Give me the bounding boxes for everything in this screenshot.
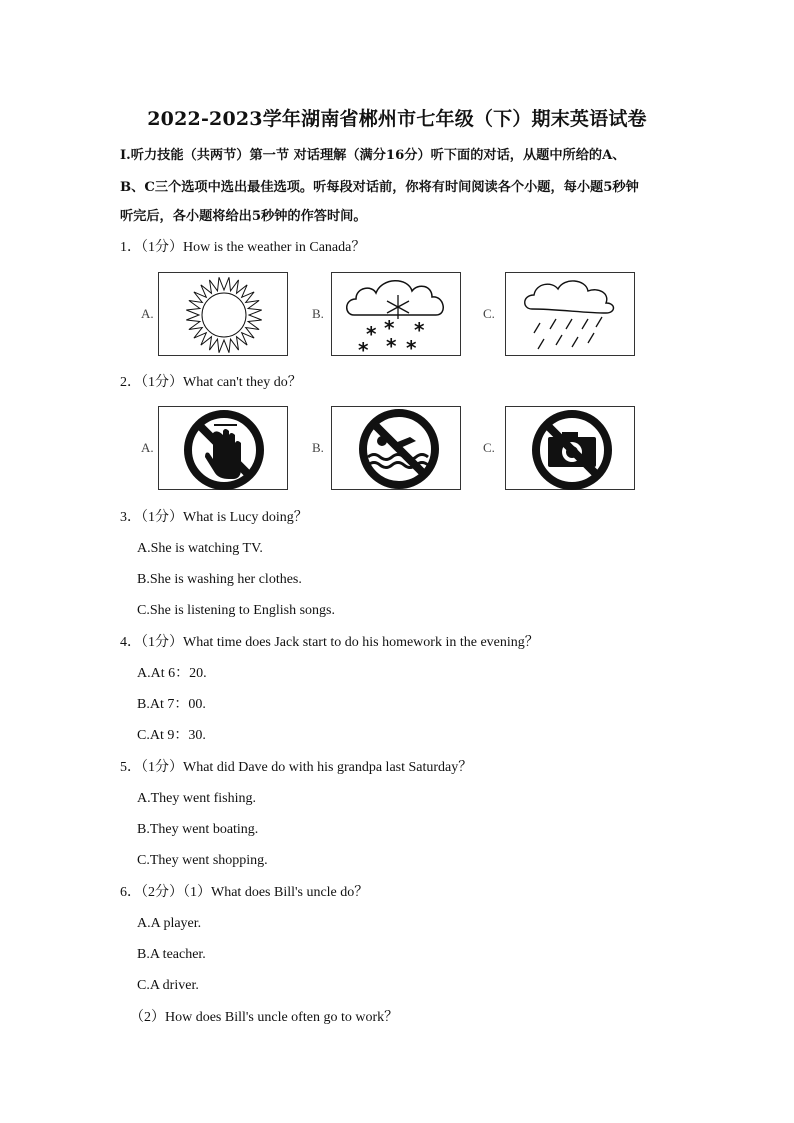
question-5: 5．（1分）What did Dave do with his grandpa last Saturday？ bbox=[120, 760, 473, 775]
svg-text:*: * bbox=[366, 322, 377, 346]
question-2: 2．（1分）What can't they do？ bbox=[120, 375, 302, 390]
q5-option-c[interactable]: C.They went shopping. bbox=[137, 853, 268, 868]
svg-text:*: * bbox=[414, 318, 425, 342]
q4-option-b[interactable]: B.At 7：00. bbox=[137, 697, 206, 712]
no-touch-icon bbox=[159, 407, 289, 491]
sun-rays bbox=[186, 277, 261, 352]
svg-text:*: * bbox=[358, 338, 369, 357]
instruction-line-3: 听完后，各小题将给出5秒钟的作答时间。 bbox=[120, 209, 367, 224]
question-3: 3．（1分）What is Lucy doing？ bbox=[120, 510, 308, 525]
question-6-sub-2: （2）How does Bill's uncle often go to work？ bbox=[130, 1010, 399, 1025]
q1-option-b-label: B. bbox=[312, 306, 324, 321]
sun-icon bbox=[159, 273, 289, 357]
page-title: 2022-2023学年湖南省郴州市七年级（下）期末英语试卷 bbox=[147, 108, 647, 130]
q2-option-b-image[interactable] bbox=[331, 406, 461, 490]
q2-option-c-label: C. bbox=[483, 440, 495, 455]
instruction-line-1: Ⅰ.听力技能（共两节）第一节 对话理解（满分16分）听下面的对话，从题中所给的A、 bbox=[120, 148, 626, 163]
q3-option-b[interactable]: B.She is washing her clothes. bbox=[137, 572, 302, 587]
q1-option-c-image[interactable] bbox=[505, 272, 635, 356]
q4-option-a[interactable]: A.At 6：20. bbox=[137, 666, 207, 681]
snow-cloud-icon bbox=[332, 273, 462, 357]
question-4: 4．（1分）What time does Jack start to do his homework in the evening？ bbox=[120, 635, 539, 650]
rain-cloud-icon bbox=[506, 273, 636, 357]
q1-option-c-label: C. bbox=[483, 306, 495, 321]
no-photo-icon bbox=[506, 407, 636, 491]
q2-option-a-image[interactable] bbox=[158, 406, 288, 490]
q6-option-b[interactable]: B.A teacher. bbox=[137, 947, 206, 962]
svg-text:*: * bbox=[386, 334, 397, 357]
q3-option-c[interactable]: C.She is listening to English songs. bbox=[137, 603, 335, 618]
no-swimming-icon bbox=[332, 407, 462, 491]
q6-option-c[interactable]: C.A driver. bbox=[137, 978, 199, 993]
svg-text:*: * bbox=[384, 316, 395, 340]
question-1: 1．（1分）How is the weather in Canada？ bbox=[120, 240, 366, 255]
q2-option-a-label: A. bbox=[141, 440, 154, 455]
q1-option-b-image[interactable] bbox=[331, 272, 461, 356]
q4-option-c[interactable]: C.At 9：30. bbox=[137, 728, 206, 743]
q1-option-a-label: A. bbox=[141, 306, 154, 321]
instruction-line-2: B、C三个选项中选出最佳选项。听每段对话前，你将有时间阅读各个小题，每小题5秒钟 bbox=[120, 180, 639, 195]
q2-option-c-image[interactable] bbox=[505, 406, 635, 490]
q5-option-b[interactable]: B.They went boating. bbox=[137, 822, 259, 837]
q5-option-a[interactable]: A.They went fishing. bbox=[137, 791, 256, 806]
q2-option-b-label: B. bbox=[312, 440, 324, 455]
q3-option-a[interactable]: A.She is watching TV. bbox=[137, 541, 263, 556]
q6-option-a[interactable]: A.A player. bbox=[137, 916, 202, 931]
svg-text:*: * bbox=[406, 336, 417, 357]
q1-option-a-image[interactable] bbox=[158, 272, 288, 356]
question-6: 6．（2分）（1）What does Bill's uncle do？ bbox=[120, 885, 369, 900]
